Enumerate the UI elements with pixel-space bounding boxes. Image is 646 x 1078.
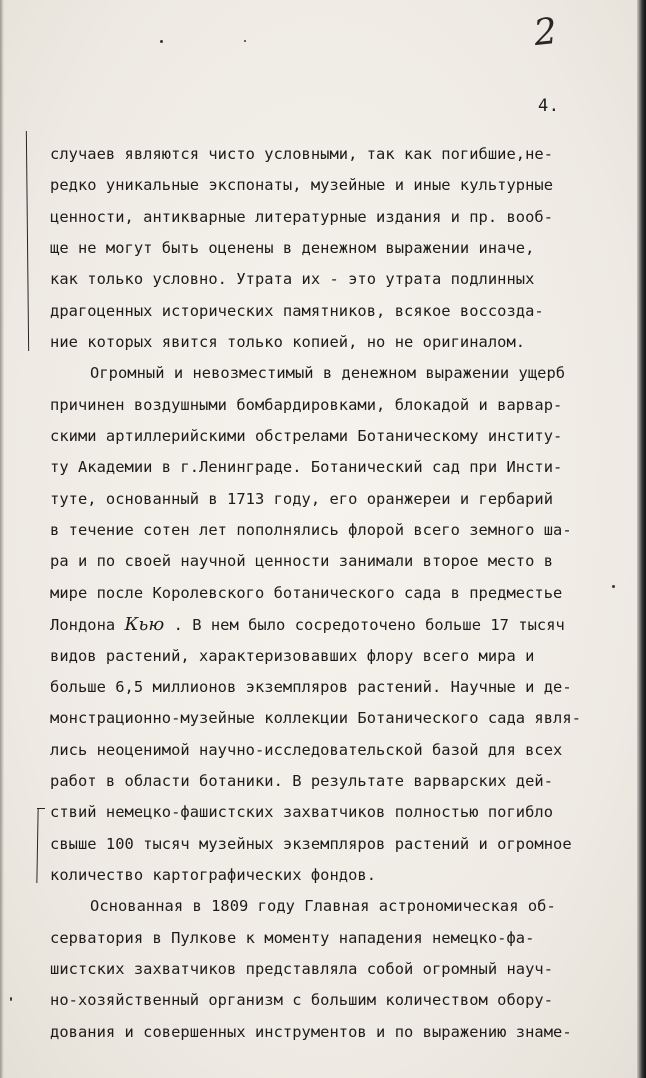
text-line: Огромный и невозместимый в денежном выражении ущерб <box>90 364 566 383</box>
text-line: мире после Королевского ботанического сада в предместье <box>50 583 563 602</box>
text-line: работ в области ботаники. В результате варварских дей- <box>50 771 554 790</box>
text-line: лись неоценимой научно-исследовательской базой для всех <box>50 740 563 759</box>
text-line: ние которых явится только копией, но не оригиналом. <box>50 333 526 352</box>
text-line: ствий немецко-фашистских захватчиков полностью погибло <box>50 803 554 822</box>
binding-edge <box>0 0 4 1078</box>
text-line: больше 6,5 миллионов экземпляров растений. Научные и де- <box>50 677 572 696</box>
scan-speck <box>10 997 12 1001</box>
typed-text-body <box>50 139 630 1048</box>
scan-speck <box>612 585 615 588</box>
text-line: ценности, антикварные литературные издания и пр. вооб- <box>50 207 554 226</box>
scan-speck <box>244 40 246 42</box>
text-line-segment: . В нем было сосредоточено больше 17 тысяч <box>164 616 565 635</box>
text-line: ще не могут быть оценены в денежном выражении иначе, <box>50 239 535 258</box>
text-line: случаев являются чисто условными, так как погибшие,не- <box>50 145 554 163</box>
text-line: как только условно. Утрата их - это утрата подлинных <box>50 270 535 289</box>
text-line: количество картографических фондов. <box>50 865 377 884</box>
text-line: свыше 100 тысяч музейных экземпляров растений и огромное <box>50 834 572 853</box>
margin-mark <box>36 808 38 883</box>
text-line: шистских захватчиков представляла собой огромный науч- <box>50 959 554 978</box>
margin-mark <box>26 131 29 351</box>
text-line <box>50 609 630 640</box>
text-line: ту Академии в г.Ленинграде. Ботанический сад при Инсти- <box>50 458 563 477</box>
text-line: Основанная в 1809 году Главная астрономическая об- <box>90 897 556 916</box>
handwritten-sheet-number: 2 <box>531 10 559 55</box>
text-line: в течение сотен лет пополнялись флорой всего земного ша- <box>50 521 572 540</box>
scan-speck <box>160 40 163 43</box>
handwritten-insert: Кью <box>124 614 165 636</box>
margin-mark-tick <box>37 808 45 809</box>
text-line: редко уникальные экспонаты, музейные и иные культурные <box>50 176 554 195</box>
text-line: причинен воздушными бомбардировками, блокадой и варвар- <box>50 395 563 414</box>
text-line: скими артиллерийскими обстрелами Ботаническому институ- <box>50 427 563 446</box>
text-line: видов растений, характеризовавших флору всего мира и <box>50 646 535 665</box>
page-number: 4. <box>538 96 560 116</box>
text-line: туте, основанный в 1713 году, его оранжереи и гербарий <box>50 489 554 508</box>
text-line: драгоценных исторических памятников, всякое воссозда- <box>50 301 544 320</box>
text-line: ра и по своей научной ценности занимали второе место в <box>50 552 554 571</box>
text-line: дования и совершенных инструментов и по выражению знаме- <box>50 1022 572 1041</box>
text-line: монстрационно-музейные коллекции Ботанического сада явля- <box>50 709 582 728</box>
text-line: серватория в Пулкове к моменту нападения немецко-фа- <box>50 928 535 947</box>
scan-edge-shadow <box>637 0 646 1078</box>
text-line-segment: Лондона <box>50 616 125 635</box>
text-line: но-хозяйственный организм с большим количеством обору- <box>50 991 554 1010</box>
